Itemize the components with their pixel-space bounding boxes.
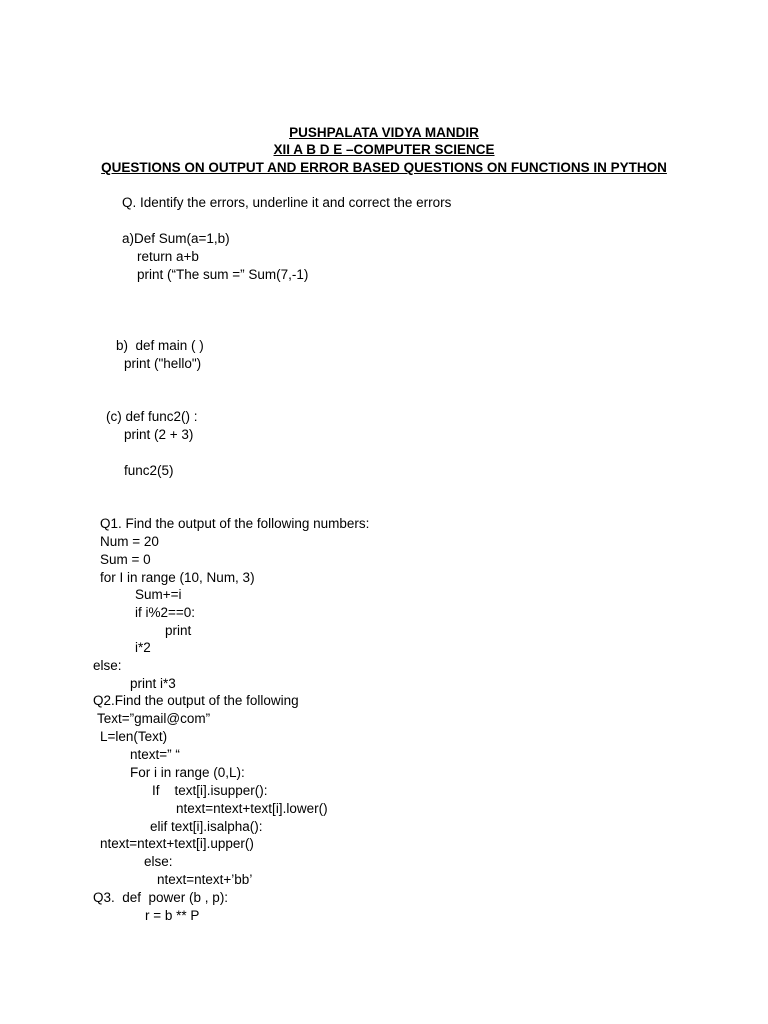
code-line: print [165,623,192,638]
code-line: else: [144,854,173,869]
code-line: for I in range (10, Num, 3) [100,570,255,585]
code-line: if i%2==0: [135,605,196,620]
class-subject: XII A B D E –COMPUTER SCIENCE [273,142,495,157]
question-heading: Q1. Find the output of the following numbers: [100,516,370,531]
code-line: If text[i].isupper(): [152,783,268,798]
code-line: ntext=” “ [130,747,180,762]
school-name: PUSHPALATA VIDYA MANDIR [289,125,479,140]
code-line: Sum+=i [135,587,182,602]
instruction-text: Q. Identify the errors, underline it and correct the errors [122,195,452,210]
topic-title: QUESTIONS ON OUTPUT AND ERROR BASED QUESTIONS ON FUNCTIONS IN PYTHON [101,160,667,175]
code-line: func2(5) [124,463,174,478]
code-line: elif text[i].isalpha(): [150,819,263,834]
code-line: For i in range (0,L): [130,765,245,780]
code-line: print (2 + 3) [124,427,194,442]
code-line: L=len(Text) [100,729,168,744]
question-heading: Q2.Find the output of the following [93,693,299,708]
code-line: return a+b [137,249,199,264]
code-line: Sum = 0 [100,552,151,567]
code-line: print i*3 [130,676,176,691]
code-line: r = b ** P [145,908,200,923]
code-line: print ("hello") [124,356,202,371]
code-line: print (“The sum =” Sum(7,-1) [137,267,309,282]
code-line: i*2 [135,640,151,655]
code-line: ntext=ntext+text[i].lower() [176,801,328,816]
question-heading: Q3. def power (b , p): [93,890,229,905]
code-line: Text=”gmail@com” [97,711,211,726]
code-line: (c) def func2() : [106,409,198,424]
code-line: else: [93,658,122,673]
code-line: Num = 20 [100,534,159,549]
code-line: ntext=ntext+text[i].upper() [100,836,254,851]
code-line: ntext=ntext+’bb’ [157,872,253,887]
code-line: b) def main ( ) [116,338,204,353]
code-line: a)Def Sum(a=1,b) [122,231,230,246]
